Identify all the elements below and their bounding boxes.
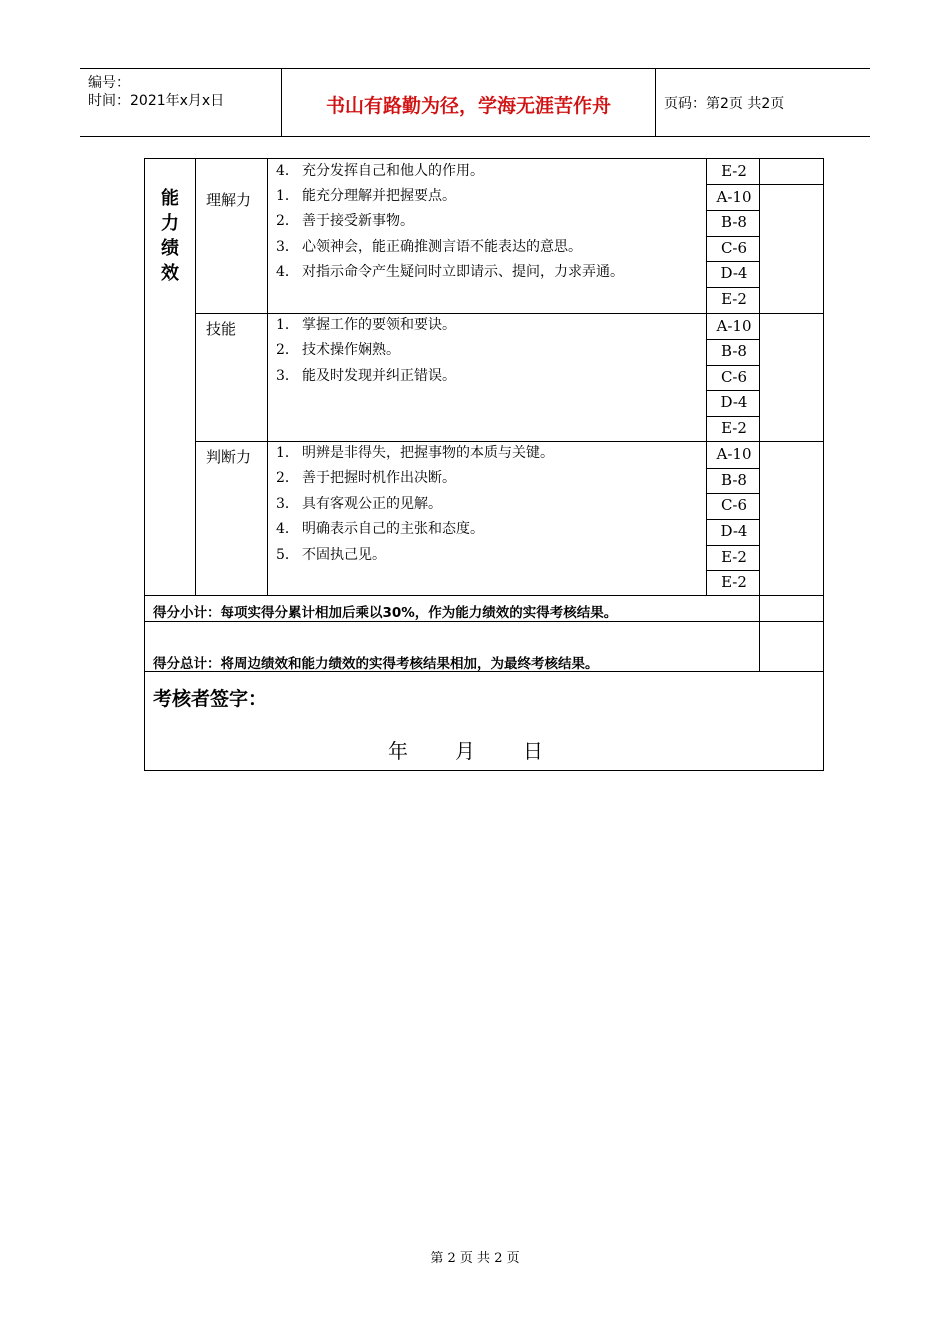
serial-label: 编号： — [88, 75, 130, 91]
grade-cell: E-2 — [721, 573, 747, 591]
list-item: 3． 具有客观公正的见解。 — [276, 495, 442, 512]
grade-cell: A-10 — [716, 317, 752, 335]
list-item: 2． 善于接受新事物。 — [276, 213, 414, 230]
motto-text: 书山有路勤为径，学海无涯苦作舟 — [325, 95, 611, 117]
header-meta — [80, 69, 281, 136]
list-item: 1． 明辨是非得失，把握事物的本质与关键。 — [276, 445, 554, 461]
page-header — [80, 68, 870, 137]
page-footer: 第 2 页 共 2 页 — [430, 1251, 520, 1266]
total-text: 得分总计：将周边绩效和能力绩效的实得考核结果相加，为最终考核结果。 — [153, 656, 599, 672]
grade-cell: D-4 — [720, 393, 748, 411]
grade-cell: D-4 — [720, 264, 748, 282]
grade-cell: E-2 — [721, 162, 747, 180]
grade-cell: D-4 — [720, 522, 748, 540]
section-items — [276, 441, 554, 568]
grade-cell: B-8 — [721, 342, 747, 360]
time-label: 时间：2021年x月x日 — [88, 93, 225, 109]
grade-cell: C-6 — [720, 496, 748, 514]
category-label: 能 力 绩 效 — [161, 188, 179, 284]
grade-cell: C-6 — [720, 368, 748, 386]
section-name: 理解力 — [206, 191, 252, 209]
section-items — [276, 184, 624, 286]
header-page-cell — [655, 69, 870, 136]
page-label: 页码：第2页 共2页 — [664, 96, 785, 112]
section-name: 判断力 — [206, 448, 252, 466]
grade-cell: E-2 — [721, 419, 747, 437]
section-name: 技能 — [206, 320, 237, 338]
grade-cell: C-6 — [720, 239, 748, 257]
section-items — [276, 313, 456, 389]
list-item: 2． 善于把握时机作出决断。 — [276, 470, 456, 487]
carry-item: 4． 充分发挥自己和他人的作用。 — [276, 163, 484, 179]
grade-cell: B-8 — [721, 213, 747, 231]
grade-cell: E-2 — [721, 548, 747, 566]
grade-cell: B-8 — [721, 471, 747, 489]
list-item: 3． 能及时发现并纠正错误。 — [276, 367, 456, 384]
date-year: 年 — [388, 739, 408, 763]
subtotal-text: 得分小计：每项实得分累计相加后乘以30%，作为能力绩效的实得考核结果。 — [153, 605, 618, 621]
list-item: 1． 掌握工作的要领和要诀。 — [276, 317, 456, 333]
list-item: 4． 明确表示自己的主张和态度。 — [276, 521, 484, 538]
signature-label: 考核者签字： — [153, 688, 268, 710]
date-day: 日 — [523, 739, 543, 763]
date-month: 月 — [455, 739, 475, 763]
header-motto-cell — [281, 69, 656, 136]
list-item: 4． 对指示命令产生疑问时立即请示、提问，力求弄通。 — [276, 264, 624, 281]
list-item: 5． 不固执己见。 — [276, 546, 386, 563]
grade-cell: A-10 — [716, 188, 752, 206]
list-item: 2． 技术操作娴熟。 — [276, 342, 400, 359]
evaluation-table — [144, 158, 824, 771]
list-item: 3． 心领神会，能正确推测言语不能表达的意思。 — [276, 238, 582, 255]
list-item: 1． 能充分理解并把握要点。 — [276, 188, 456, 204]
grade-cell: A-10 — [716, 445, 752, 463]
grade-cell: E-2 — [721, 290, 747, 308]
